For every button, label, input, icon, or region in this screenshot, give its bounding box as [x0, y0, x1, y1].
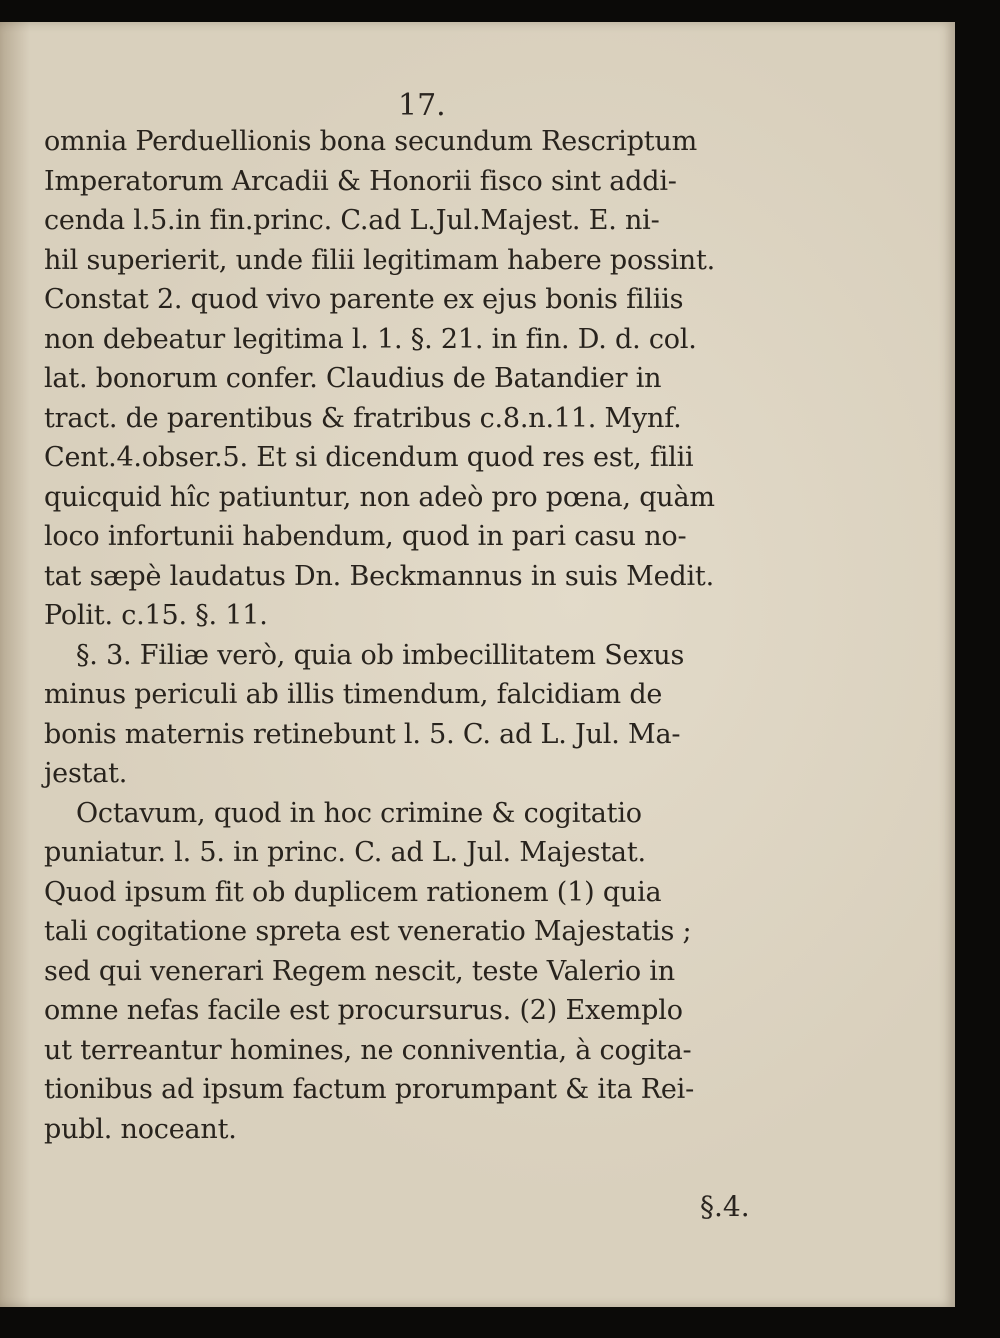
book-page [0, 22, 955, 1307]
text-line: puniatur. l. 5. in princ. C. ad L. Jul. Majestat. [44, 837, 646, 868]
text-line: cenda l.5.in fin.princ. C.ad L.Jul.Majest. E. ni- [44, 205, 660, 236]
text-line: publ. noceant. [44, 1113, 237, 1145]
text-line: Quod ipsum fit ob duplicem rationem (1) quia [44, 876, 662, 908]
text-line: quicquid hîc patiuntur, non adeò pro pœna, quàm [44, 481, 715, 513]
text-line: jestat. [44, 758, 128, 789]
scan-border [955, 22, 1000, 1307]
text-line: tract. de parentibus & fratribus c.8.n.11. Mynf. [44, 402, 682, 434]
text-line: loco infortunii habendum, quod in pari casu no- [44, 521, 687, 552]
text-line: tali cogitatione spreta est veneratio Majestatis ; [44, 916, 692, 947]
text-line: Polit. c.15. §. 11. [44, 600, 268, 631]
text-line: sed qui venerari Regem nescit, teste Valerio in [44, 955, 675, 987]
text-line: bonis maternis retinebunt l. 5. C. ad L. Jul. Ma- [44, 718, 681, 750]
text-line: Constat 2. quod vivo parente ex ejus bonis filiis [44, 284, 684, 315]
text-line: tat sæpè laudatus Dn. Beckmannus in suis Medit. [44, 560, 714, 592]
text-line: minus periculi ab illis timendum, falcidiam de [44, 679, 663, 710]
text-line: hil superierit, unde filii legitimam habere possint. [44, 244, 715, 276]
text-line: Imperatorum Arcadii & Honorii fisco sint addi- [44, 165, 677, 197]
text-line: Cent.4.obser.5. Et si dicendum quod res est, filii [44, 442, 694, 473]
catchword: §.4. [700, 1190, 750, 1223]
text-line: Octavum, quod in hoc crimine & cogitatio [76, 797, 642, 829]
text-line: lat. bonorum confer. Claudius de Batandier in [44, 363, 662, 394]
page-text [44, 122, 774, 1149]
page-number: 17. [398, 88, 446, 123]
text-line: tionibus ad ipsum factum prorumpant & ita Rei- [44, 1074, 695, 1105]
text-line: omne nefas facile est procursurus. (2) Exemplo [44, 995, 683, 1026]
text-line: non debeatur legitima l. 1. §. 21. in fin. D. d. col. [44, 323, 697, 355]
text-line: §. 3. Filiæ verò, quia ob imbecillitatem Sexus [76, 639, 685, 671]
text-line: omnia Perduellionis bona secundum Rescriptum [44, 126, 698, 157]
text-line: ut terreantur homines, ne conniventia, à cogita- [44, 1034, 692, 1066]
